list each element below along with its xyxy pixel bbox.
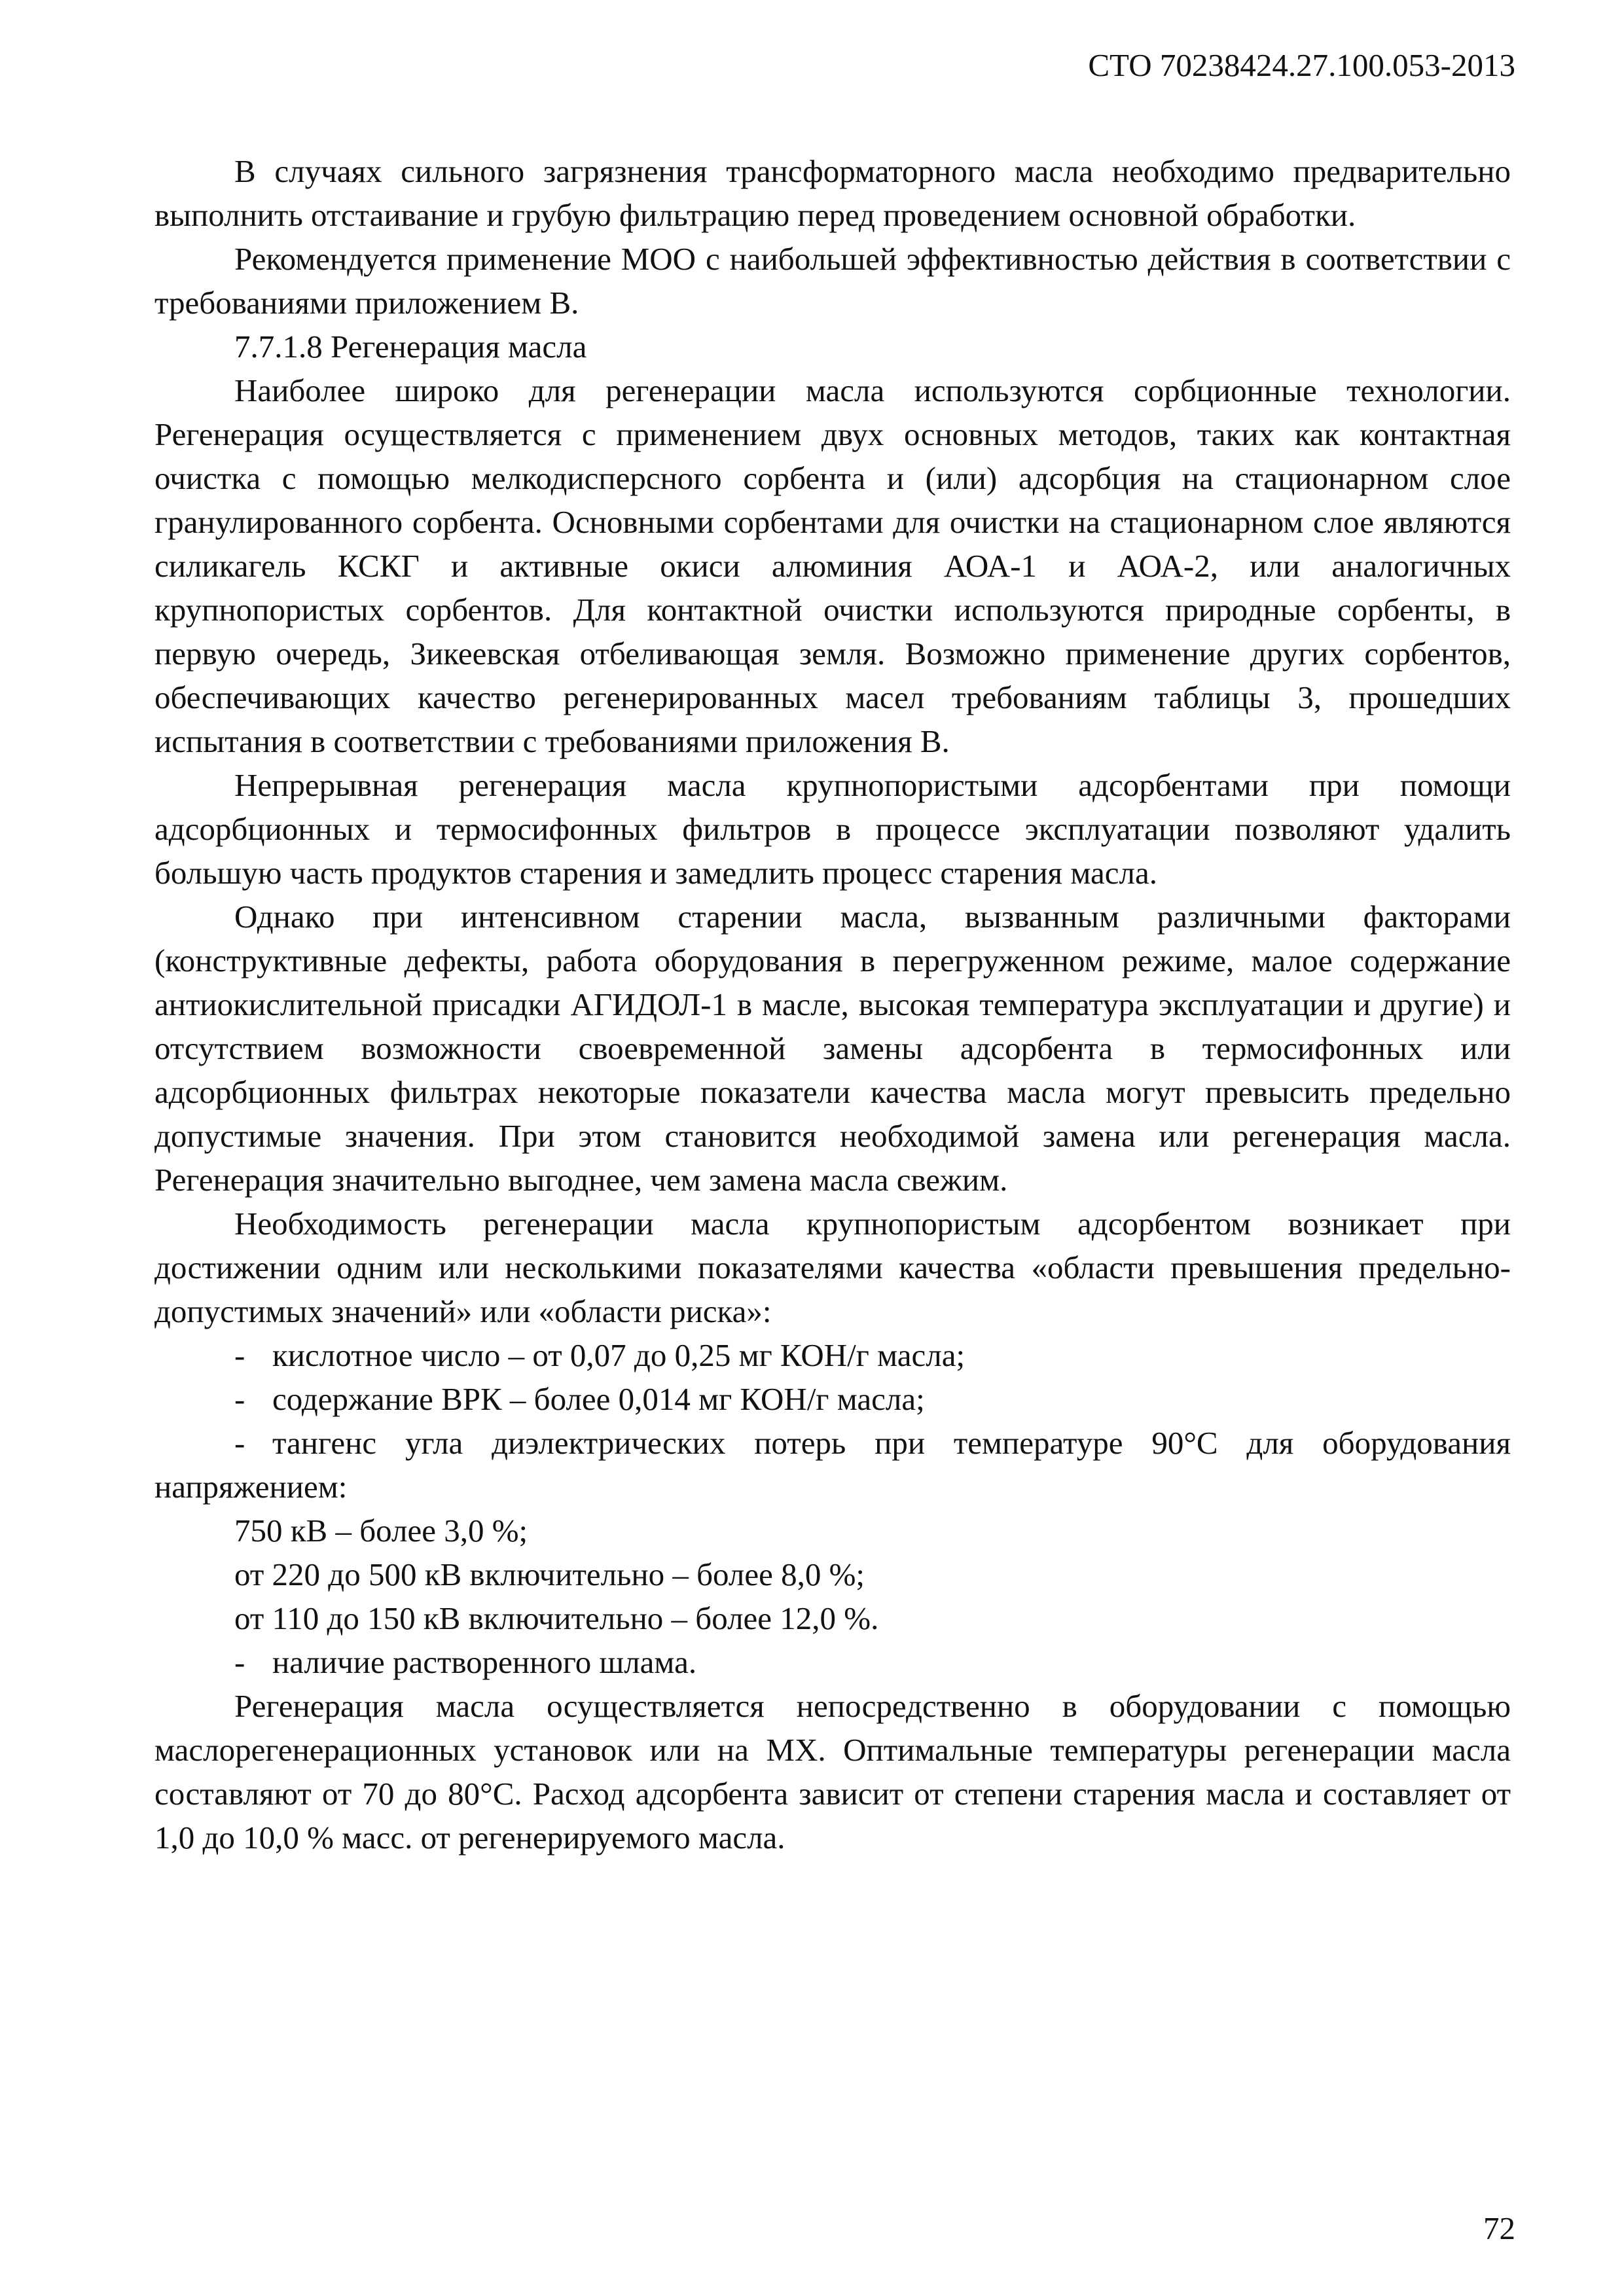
list-item-text: тангенс угла диэлектрических потерь при температуре 90°С для оборудования напряжением: [154,1425,1511,1505]
section-title: 7.7.1.8 Регенерация масла [234,329,587,365]
list-item-text: наличие растворенного шлама. [272,1644,697,1680]
list-item-text: содержание ВРК – более 0,014 мг КОН/г масла; [272,1381,925,1417]
paragraph-contamination: В случаях сильного загрязнения трансформаторного масла необходимо предварительно выполнить отстаивание и грубую фильтрацию перед проведением основной обработки. [154,153,1511,233]
paragraph-regeneration-process: Регенерация масла осуществляется непосредственно в оборудовании с помощью маслорегенерационных установок или на МХ. Оптимальные температуры регенерации масла составляют от 70 до 80°С. Расход адсорбента зависит от степени старения масла и составляет от 1,0 до 10,0 % масс. от регенерируемого масла. [154,1688,1511,1856]
voltage-item: 750 кВ – более 3,0 %; [234,1513,528,1549]
list-dash: - [234,1425,245,1461]
list-item [154,1421,1511,1509]
document-code: СТО 70238424.27.100.053-2013 [1088,47,1515,83]
list-item-text: кислотное число – от 0,07 до 0,25 мг КОН/г масла; [272,1337,965,1373]
list-dash: - [234,1381,245,1417]
voltage-item: от 220 до 500 кВ включительно – более 8,0 %; [234,1556,865,1592]
list-dash: - [234,1337,245,1373]
paragraph-sorbents: Наиболее широко для регенерации масла используются сорбционные технологии. Регенерация осуществляется с применением двух основных методов, таких как контактная очистка с помощью мелкодисперсного сорбента и (или) адсорбция на стационарном слое гранулированного сорбента. Основными сорбентами для очистки на стационарном слое являются силикагель КСКГ и активные окиси алюминия АОА-1 и АОА-2, или аналогичных крупнопористых сорбентов. Для контактной очистки используются природные сорбенты, в первую очередь, Зикеевская отбеливающая земля. Возможно применение других сорбентов, обеспечивающих качество регенерированных масел требованиям таблицы 3, прошедших испытания в соответствии с требованиями приложения В. [154,372,1511,759]
paragraph-continuous-regeneration: Непрерывная регенерация масла крупнопористыми адсорбентами при помощи адсорбционных и термосифонных фильтров в процессе эксплуатации позволяют удалить большую часть продуктов старения и замедлить процесс старения масла. [154,767,1511,891]
voltage-item: от 110 до 150 кВ включительно – более 12,0 %. [234,1600,879,1636]
paragraph-moo: Рекомендуется применение МОО с наибольшей эффективностью действия в соответствии с требованиями приложением В. [154,241,1511,321]
list-item [154,1377,1511,1421]
list-item [154,1640,1511,1684]
list-item [154,1333,1511,1377]
paragraph-intensive-aging: Однако при интенсивном старении масла, вызванным различными факторами (конструктивные дефекты, работа оборудования в перегруженном режиме, малое содержание антиокислительной присадки АГИДОЛ-1 в масле, высокая температура эксплуатации и другие) и отсутствием возможности своевременной замены адсорбента в термосифонных или адсорбционных фильтрах некоторые показатели качества масла могут превысить предельно допустимые значения. При этом становится необходимой замена или регенерация масла. Регенерация значительно выгоднее, чем замена масла свежим. [154,899,1511,1198]
paragraph-necessity: Необходимость регенерации масла крупнопористым адсорбентом возникает при достижении одним или несколькими показателями качества «области превышения предельно-допустимых значений» или «области риска»: [154,1206,1511,1329]
page-number: 72 [1483,2210,1515,2246]
page-body [154,149,1511,1859]
list-dash: - [234,1644,245,1680]
